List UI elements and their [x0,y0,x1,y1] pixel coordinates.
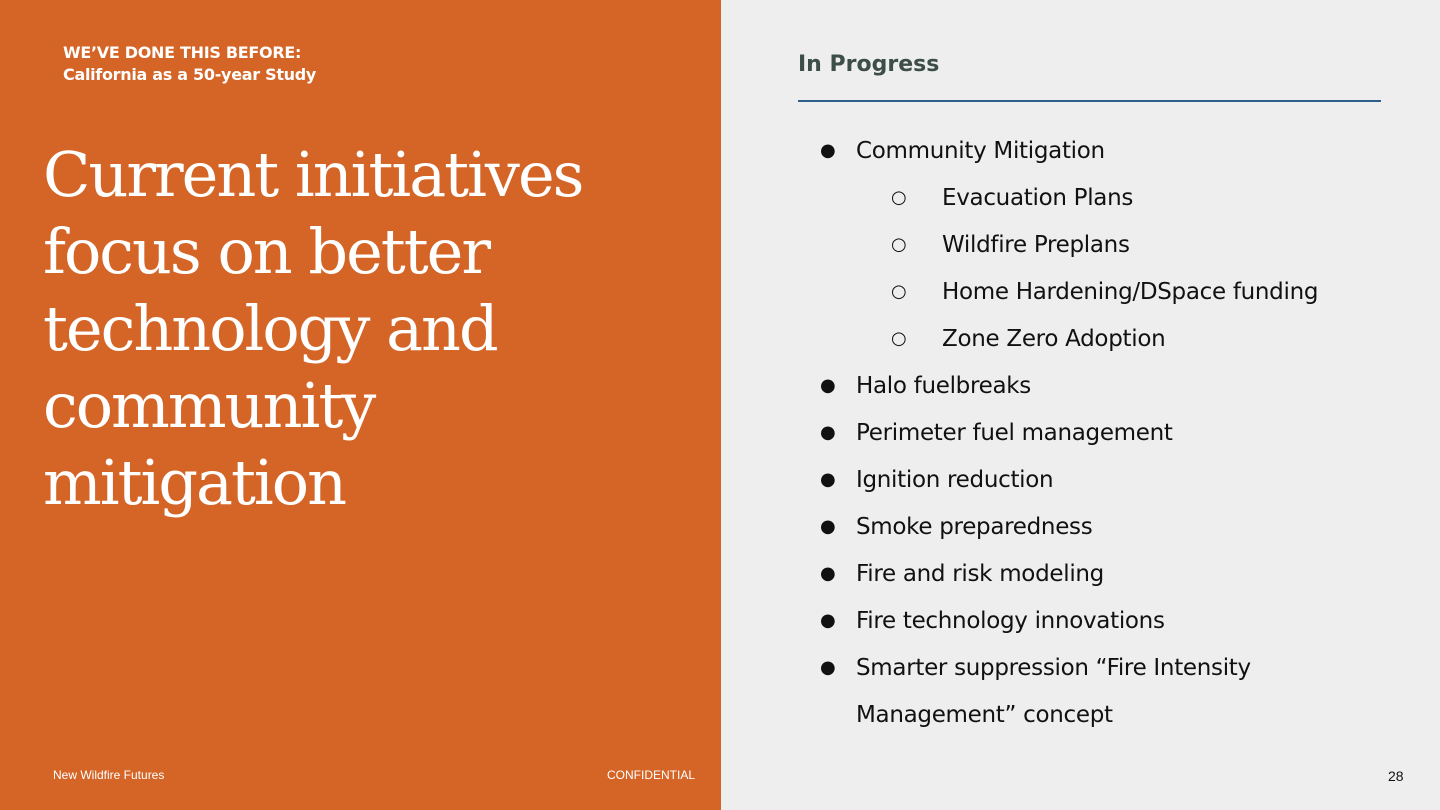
bullet-text: Zone Zero Adoption [942,326,1166,352]
bullet-text: Fire and risk modeling [856,561,1104,587]
sub-bullet-item [891,230,1130,260]
bullet-text: Ignition reduction [856,467,1054,493]
bullet-item [820,418,1173,448]
hollow-bullet-icon: ○ [891,281,907,302]
kicker [63,42,316,86]
hollow-bullet-icon: ○ [891,234,907,255]
section-divider [798,100,1381,102]
bullet-text: Community Mitigation [856,138,1105,164]
bullet-icon: ● [820,563,836,584]
bullet-text: Wildfire Preplans [942,232,1130,258]
bullet-item [820,653,1251,683]
bullet-item [820,559,1104,589]
bullet-icon: ● [820,516,836,537]
bullet-text: Fire technology innovations [856,608,1165,634]
bullet-icon: ● [820,140,836,161]
bullet-text: Management” concept [856,702,1113,728]
hollow-bullet-icon: ○ [891,328,907,349]
bullet-text: Halo fuelbreaks [856,373,1031,399]
slide-headline: Current initiatives focus on better technology and community mitigation [43,138,583,519]
confidential-label: CONFIDENTIAL [607,768,696,782]
page-number: 28 [1388,768,1404,784]
footer-brand: New Wildfire Futures [53,768,165,782]
sub-bullet-item [891,277,1319,307]
bullet-icon: ● [820,610,836,631]
bullet-icon: ● [820,657,836,678]
bullet-text: Home Hardening/DSpace funding [942,279,1319,305]
right-panel [721,0,1440,810]
bullet-item [820,136,1105,166]
bullet-icon: ● [820,375,836,396]
bullet-item [820,465,1054,495]
bullet-text: Smoke preparedness [856,514,1093,540]
bullet-item [856,700,1113,730]
hollow-bullet-icon: ○ [891,187,907,208]
bullet-text: Perimeter fuel management [856,420,1173,446]
bullet-text: Smarter suppression “Fire Intensity [856,655,1251,681]
bullet-icon: ● [820,469,836,490]
section-title: In Progress [798,52,940,77]
kicker-line-2: California as a 50-year Study [63,65,317,84]
bullet-icon: ● [820,422,836,443]
bullet-item [820,512,1093,542]
bullet-text: Evacuation Plans [942,185,1134,211]
bullet-item [820,606,1165,636]
sub-bullet-item [891,324,1166,354]
sub-bullet-item [891,183,1134,213]
bullet-item [820,371,1031,401]
kicker-line-1: WE’VE DONE THIS BEFORE: [63,43,302,62]
